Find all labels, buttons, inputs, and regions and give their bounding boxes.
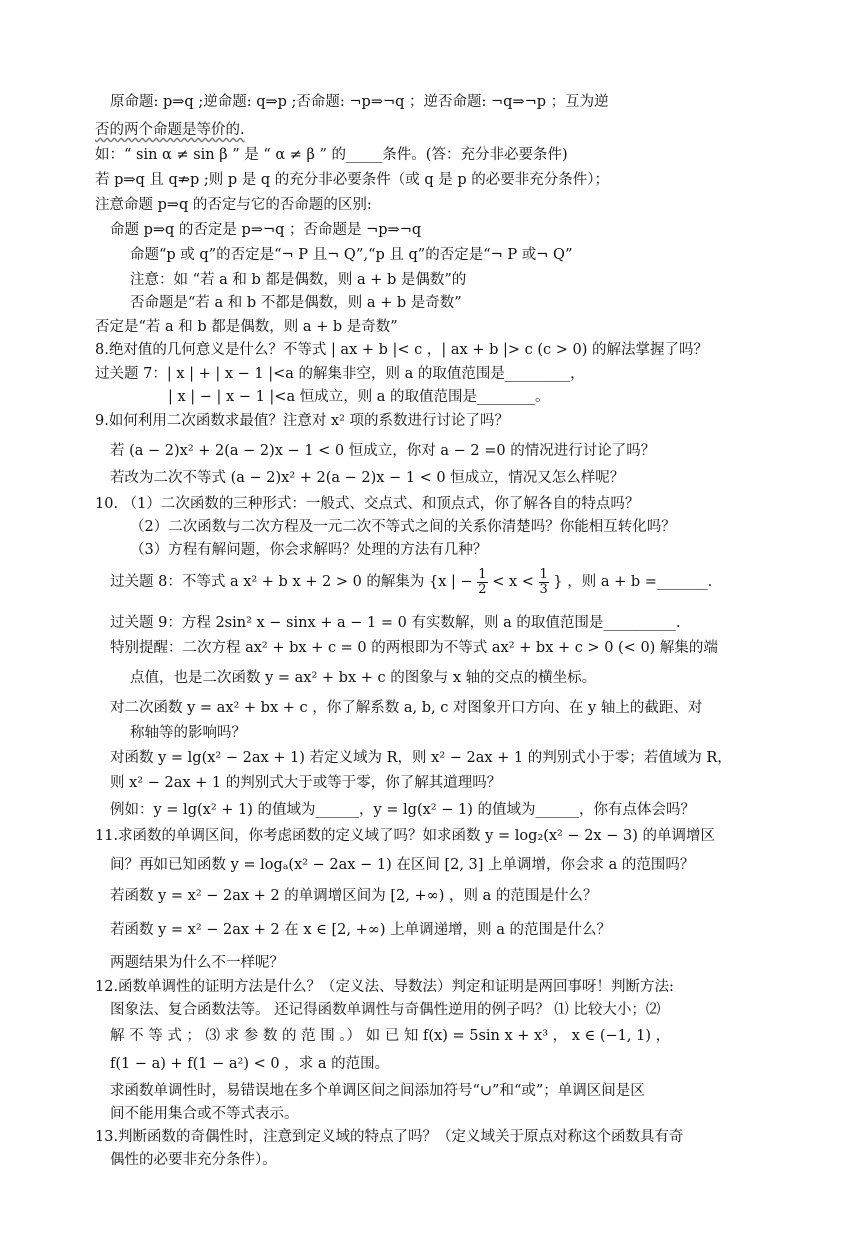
line-converse-propositions: 原命题: p⇒q ;逆命题: q⇒p ;否命题: ¬p⇒¬q ；逆否命题: ¬q⇒¬p ；互为逆 [110,94,609,110]
line-exercise-9: 过关题 9：方程 2sin² x − sinx + a − 1 = 0 有实数解，则 a 的取值范围是__________. [110,615,681,631]
line-increase-on-interval: 若函数 y = x² − 2ax + 2 在 x ∈ [2, +∞) 上单调递增，则 a 的范围是什么？ [110,922,611,938]
line-negation-note: 注意命题 p⇒q 的否定与它的否命题的区别: [95,197,372,213]
line-exercise-7b: | x | − | x − 1 |<a 恒成立，则 a 的取值范围是________。 [168,389,550,405]
line-lg-range: 则 x² − 2ax + 1 的判别式大于或等于零，你了解其道理吗？ [110,775,502,791]
fraction-half-numerator: 1 [478,567,487,582]
line-even-example: 注意：如 “若 a 和 b 都是偶数，则 a + b 是偶数”的 [130,272,467,288]
fraction-half [477,568,487,596]
heading-item-8: 8.绝对值的几何意义是什么？不等式 | ax + b |< c ，| ax + b |> c (c > 0) 的解法掌握了吗？ [95,342,708,358]
line-parity-condition: 偶性的必要非充分条件）。 [110,1152,277,1168]
line-axis-effect: 称轴等的影响吗？ [130,725,246,741]
line-increase-interval: 若函数 y = x² − 2ax + 2 的单调增区间为 [2, +∞) ，则 a 的范围是什么？ [110,888,598,904]
heading-item-12: 12.函数单调性的证明方法是什么？（定义法、导数法）判定和证明是两回事呀！判断方法: [95,979,674,995]
fraction-half-denominator: 2 [478,581,487,597]
line-find-a-range: f(1 − a) + f(1 − a²) < 0 ，求 a 的范围。 [110,1056,390,1072]
line-or-and-negation: 命题“p 或 q”的否定是“¬ P 且¬ Q”,“p 且 q”的否定是“¬ P 或¬ Q” [130,247,573,263]
line-special-reminder: 特别提醒：二次方程 ax² + bx + c = 0 的两根即为不等式 ax² + bx + c > 0 (< 0) 解集的端 [110,640,718,656]
line-exercise-8 [110,568,712,596]
line-sin-example: 如：“ sin α ≠ sin β ” 是 “ α ≠ β ” 的_____条件。(答：充分非必要条件) [95,147,568,163]
exercise-8-text-after: } ，则 a + b =_______. [553,574,713,591]
exercise-8-text-middle: < x < [492,574,534,591]
fraction-third-denominator: 3 [539,581,548,597]
line-negation-vs-inverse: 命题 p⇒q 的否定是 p⇒¬q ；否命题是 ¬p⇒¬q [110,222,422,238]
line-exercise-7a: 过关题 7：| x | + | x − 1 |<a 的解集非空，则 a 的取值范围是_________， [95,366,585,382]
line-union-warning: 求函数单调性时，易错误地在多个单调区间之间添加符号“∪”和“或”；单调区间是区 [110,1083,645,1099]
line-log-increase: 间？再如已知函数 y = logₐ(x² − 2ax − 1) 在区间 [2, 3] 上单调增，你会求 a 的范围吗？ [110,857,695,873]
line-coefficients: 对二次函数 y = ax² + bx + c ，你了解系数 a, b, c 对图象开口方向、在 y 轴上的截距、对 [110,700,703,716]
line-roots-abscissa: 点值，也是二次函数 y = ax² + bx + c 的图象与 x 轴的交点的横坐标。 [130,670,597,686]
line-interval-note: 间不能用集合或不等式表示。 [110,1106,299,1122]
heading-item-13: 13.判断函数的奇偶性时，注意到定义域的特点了吗？（定义域关于原点对称这个函数具有奇 [95,1129,684,1145]
line-quadratic-inequality: 若改为二次不等式 (a − 2)x² + 2(a − 2)x − 1 < 0 恒成立，情况又怎么样呢？ [110,470,625,486]
line-inverse-example: 否命题是“若 a 和 b 不都是偶数，则 a + b 是奇数” [130,295,462,311]
exercise-8-text-before: 过关题 8：不等式 a x² + b x + 2 > 0 的解集为 {x | − [110,574,473,591]
line-item-10-3: （3）方程有解问题，你会求解吗？处理的方法有几种？ [130,542,488,558]
heading-item-9: 9.如何利用二次函数求最值？注意对 x² 项的系数进行讨论了吗？ [95,413,510,429]
heading-item-11: 11.求函数的单调区间，你考虑函数的定义域了吗？如求函数 y = log₂(x² − 2x − 3) 的单调增区 [95,828,715,844]
line-lg-domain: 对函数 y = lg(x² − 2ax + 1) 若定义域为 R，则 x² − 2ax + 1 的判别式小于零；若值域为 R， [110,750,732,766]
line-solve-inequality: 解 不 等 式 ； ⑶ 求 参 数 的 范 围 。） 如 已 知 f(x) = 5sin x + x³ ， x ∈ (−1, 1) ， [110,1028,671,1044]
fraction-third [539,568,549,596]
line-judge-methods: 图象法、复合函数法等。 还记得函数单调性与奇偶性逆用的例子吗？ ⑴ 比较大小；⑵ [110,1002,661,1018]
heading-item-10-1: 10. （1）二次函数的三种形式：一般式、交点式、和顶点式，你了解各自的特点吗？ [95,496,640,512]
line-item-10-2: （2）二次函数与二次方程及一元二次不等式之间的关系你清楚吗？你能相互转化吗？ [130,519,676,535]
line-why-different: 两题结果为什么不一样呢？ [110,955,284,971]
line-equivalence-note: 否的两个命题是等价的. [95,122,245,138]
fraction-third-numerator: 1 [539,567,548,582]
line-negation-example: 否定是“若 a 和 b 都是偶数，则 a + b 是奇数” [95,319,398,335]
line-sufficient-condition: 若 p⇒q 且 q⇏p ;则 p 是 q 的充分非必要条件（或 q 是 p 的必要非充分条件）； [95,172,609,188]
line-lg-example: 例如：y = lg(x² + 1) 的值域为______，y = lg(x² − 1) 的值域为______，你有点体会吗？ [110,802,695,818]
line-quadratic-case: 若 (a − 2)x² + 2(a − 2)x − 1 < 0 恒成立，你对 a − 2 =0 的情况进行讨论了吗？ [110,443,656,459]
